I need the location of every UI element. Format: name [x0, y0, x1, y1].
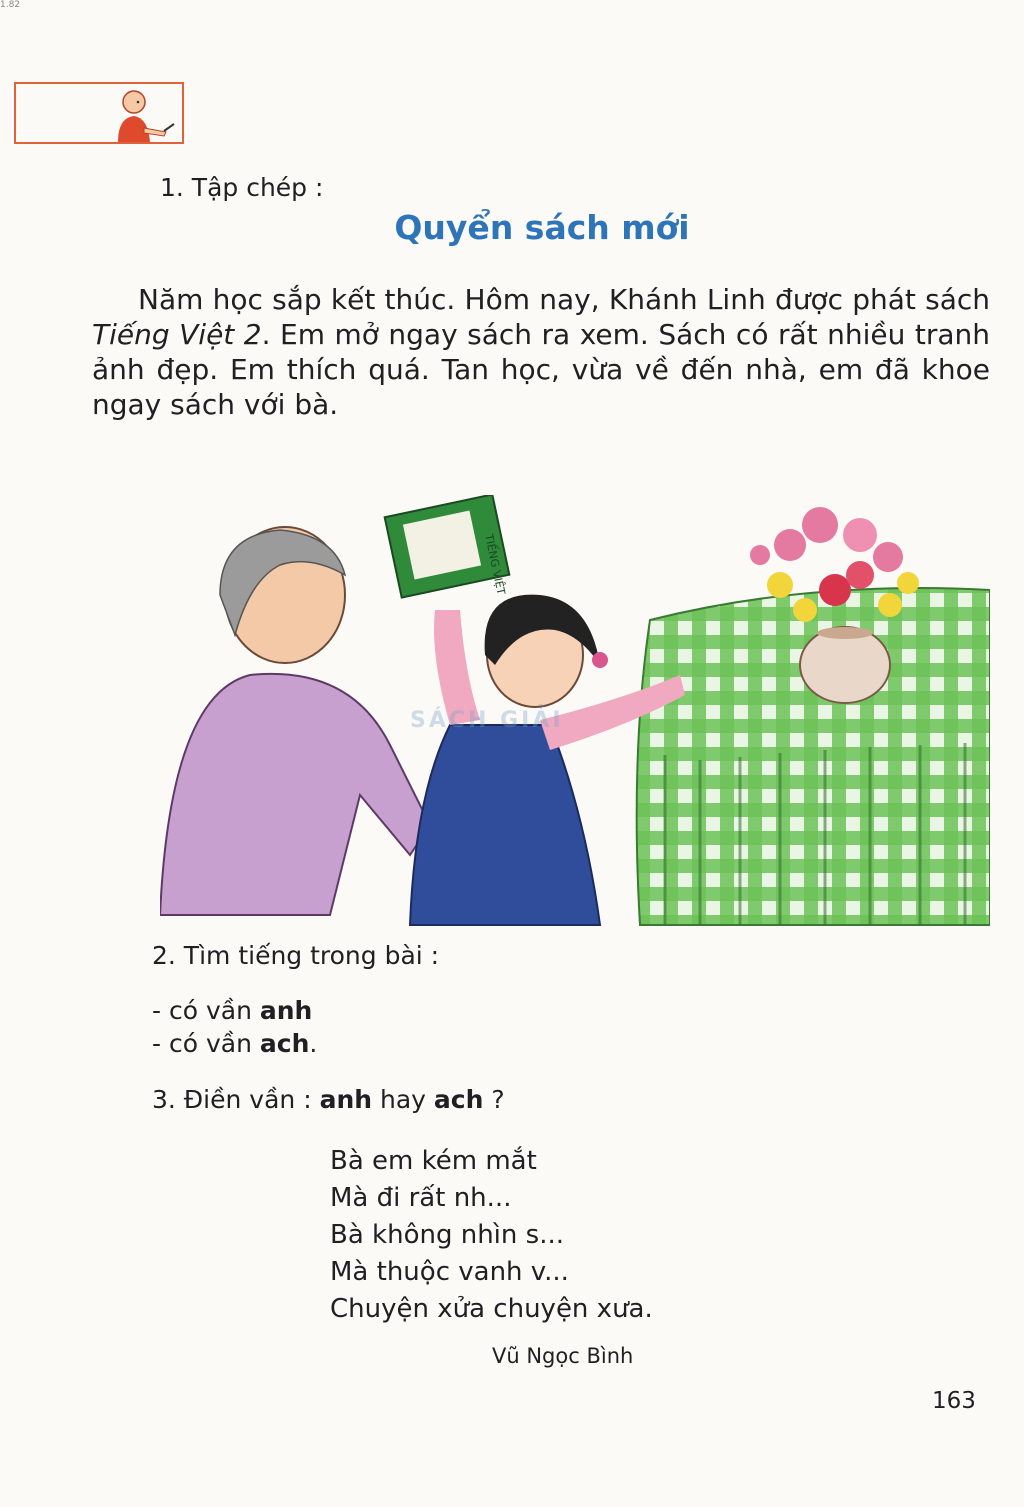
exercise-header-box [14, 82, 184, 144]
task3-prefix: 3. Điền vần : [152, 1085, 320, 1114]
poem-line: Chuyện xửa chuyện xưa. [330, 1294, 653, 1324]
poem-line: Bà không nhìn s... [330, 1220, 564, 1250]
book [385, 495, 510, 598]
item-prefix: - có vần [152, 1029, 260, 1058]
poem-line: Bà em kém mắt [330, 1146, 537, 1176]
book-cover-text: TIẾNG VIỆT [482, 532, 508, 596]
writing-child-icon [104, 84, 176, 144]
task3-middle: hay [372, 1085, 434, 1114]
illustration-grandma-girl-book [160, 495, 990, 930]
poem [330, 1143, 653, 1328]
lesson-title: Quyển sách mới [394, 208, 690, 247]
task3-option-ach: ach [433, 1085, 484, 1114]
poem-line: Mà đi rất nh... [330, 1183, 512, 1213]
flower-vase [800, 627, 890, 703]
para-book-title: Tiếng Việt 2 [92, 318, 262, 351]
task2-label: 2. Tìm tiếng trong bài : [152, 941, 440, 970]
task3-option-anh: anh [319, 1085, 373, 1114]
task3-suffix: ? [483, 1085, 505, 1114]
task1-label: 1. Tập chép : [160, 173, 324, 202]
lesson-paragraph [92, 282, 990, 422]
para-part2: . Em mở ngay sách ra xem. Sách có rất nhiều tranh ảnh đẹp. Em thích quá. Tan học, vừa về đến nhà, em đã khoe ngay sách với bà. [92, 318, 990, 421]
list-item [152, 994, 317, 1027]
item-prefix: - có vần [152, 996, 260, 1025]
task3-label [152, 1085, 505, 1114]
poem-line: Mà thuộc vanh v... [330, 1257, 569, 1287]
poem-author: Vũ Ngọc Bình [492, 1344, 634, 1368]
item-suffix: . [309, 1029, 318, 1058]
watermark: SÁCH GIẢI [410, 708, 564, 733]
para-part1: Năm học sắp kết thúc. Hôm nay, Khánh Linh được phát sách [138, 283, 990, 316]
list-item [152, 1027, 317, 1060]
item-rhyme: ach [259, 1029, 310, 1058]
corner-mark: 1.82 [0, 0, 21, 10]
item-rhyme: anh [259, 996, 313, 1025]
page-number: 163 [932, 1388, 976, 1414]
task2-list [152, 994, 317, 1060]
